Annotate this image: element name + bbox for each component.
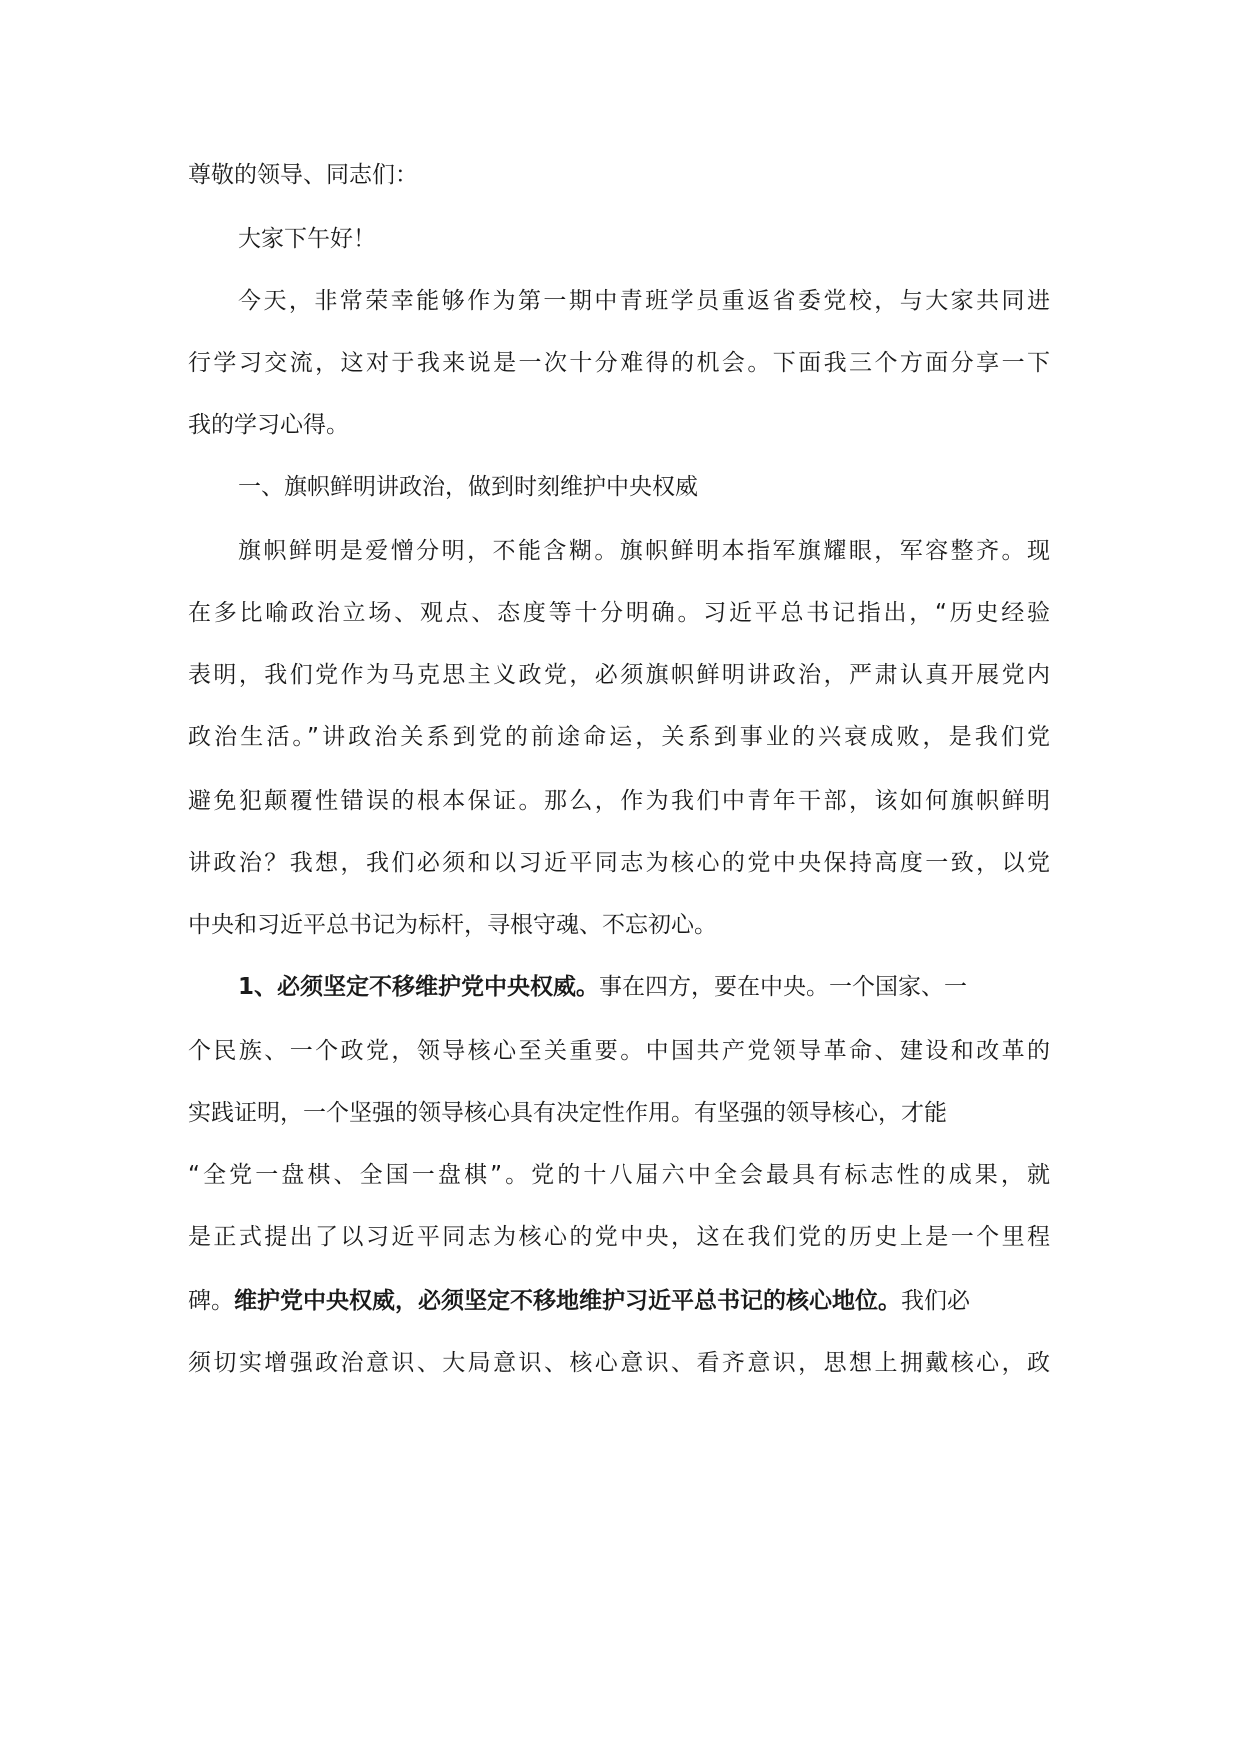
greeting: 大家下午好！ xyxy=(238,226,376,252)
paragraph-line: 实践证明，一个坚强的领导核心具有决定性作用。有坚强的领导核心，才能 xyxy=(188,1100,947,1126)
text-run: 碑。 xyxy=(188,1288,234,1314)
text-run: 我们必 xyxy=(901,1288,970,1314)
bold-lead-text: 1、必须坚定不移维护党中央权威。 xyxy=(238,974,600,1000)
paragraph-line: 今天，非常荣幸能够作为第一期中青班学员重返省委党校，与大家共同进 xyxy=(238,288,1050,314)
paragraph-line: 避免犯颠覆性错误的根本保证。那么，作为我们中青年干部，该如何旗帜鲜明 xyxy=(188,788,1050,814)
paragraph-line: 旗帜鲜明是爱憎分明，不能含糊。旗帜鲜明本指军旗耀眼，军容整齐。现 xyxy=(238,538,1050,564)
paragraph-line: 我的学习心得。 xyxy=(188,412,349,438)
paragraph-line: 讲政治？我想，我们必须和以习近平同志为核心的党中央保持高度一致，以党 xyxy=(188,850,1050,876)
paragraph-line: 行学习交流，这对于我来说是一次十分难得的机会。下面我三个方面分享一下 xyxy=(188,350,1050,376)
paragraph-line: 表明，我们党作为马克思主义政党，必须旗帜鲜明讲政治，严肃认真开展党内 xyxy=(188,662,1050,688)
paragraph-line: 个民族、一个政党，领导核心至关重要。中国共产党领导革命、建设和改革的 xyxy=(188,1038,1050,1064)
paragraph-line: 在多比喻政治立场、观点、态度等十分明确。习近平总书记指出，“历史经验 xyxy=(188,600,1050,626)
paragraph-line: 须切实增强政治意识、大局意识、核心意识、看齐意识，思想上拥戴核心，政 xyxy=(188,1350,1050,1376)
paragraph-line: 政治生活。”讲政治关系到党的前途命运，关系到事业的兴衰成败，是我们党 xyxy=(188,724,1050,750)
text-run: 事在四方，要在中央。一个国家、一 xyxy=(599,974,968,1000)
section-heading: 一、旗帜鲜明讲政治，做到时刻维护中央权威 xyxy=(238,474,698,500)
paragraph-line xyxy=(238,972,1050,1002)
bold-emphasis-text: 维护党中央权威，必须坚定不移地维护习近平总书记的核心地位。 xyxy=(234,1288,901,1314)
paragraph-line: 中央和习近平总书记为标杆，寻根守魂、不忘初心。 xyxy=(188,912,717,938)
paragraph-line: “全党一盘棋、全国一盘棋”。党的十八届六中全会最具有标志性的成果，就 xyxy=(188,1162,1050,1188)
paragraph-line: 是正式提出了以习近平同志为核心的党中央，这在我们党的历史上是一个里程 xyxy=(188,1224,1050,1250)
salutation: 尊敬的领导、同志们： xyxy=(188,162,418,188)
paragraph-line xyxy=(188,1286,1050,1316)
